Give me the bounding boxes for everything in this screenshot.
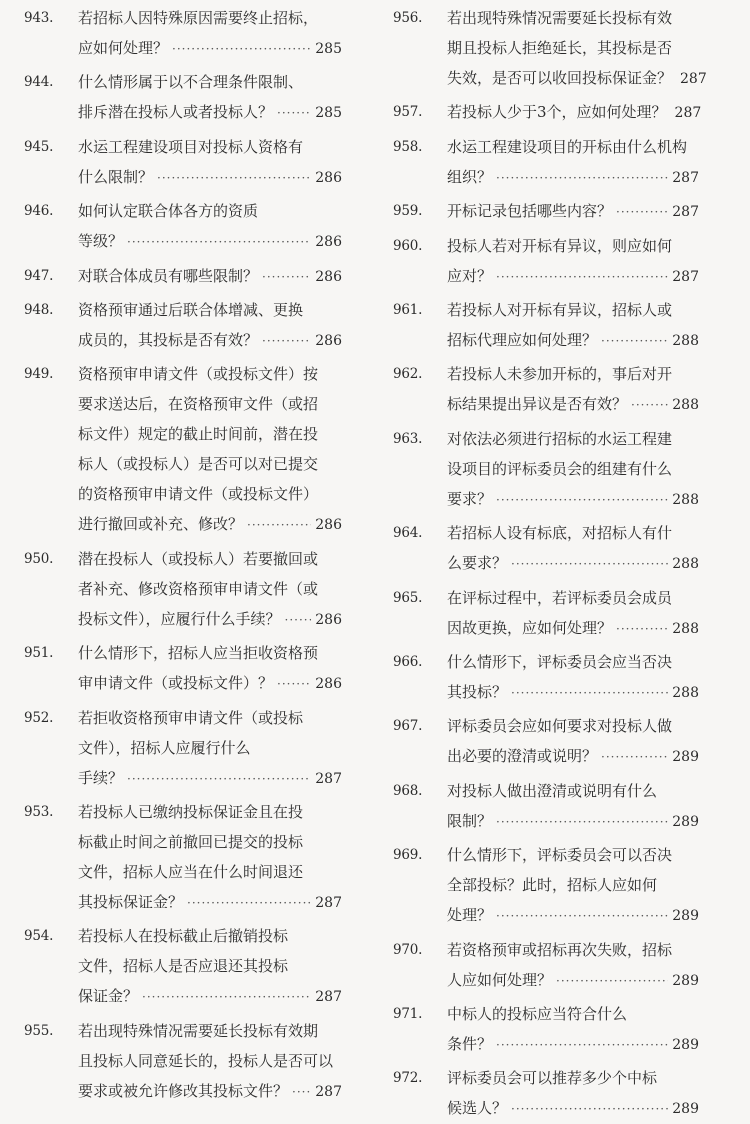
entry-text: 成员的，其投标是否有效？ xyxy=(78,331,259,349)
toc-entry xyxy=(24,261,342,291)
dot-leader xyxy=(496,262,668,292)
page-number: 286 xyxy=(315,517,342,534)
entry-text: 期且投标人拒绝延长，其投标是否 xyxy=(447,39,673,57)
dot-leader xyxy=(172,34,311,64)
entry-number: 957. xyxy=(393,104,423,121)
entry-number: 961. xyxy=(393,302,423,318)
entry-number: 970. xyxy=(393,941,423,958)
page-number: 288 xyxy=(672,491,699,508)
entry-text: 且投标人同意延长的，投标人是否可以 xyxy=(78,1051,334,1070)
entry-text: 在评标过程中，若评标委员会成员 xyxy=(447,588,673,607)
entry-line xyxy=(447,261,699,291)
entry-text: 处理？ xyxy=(447,906,493,925)
entry-text: 文件，招标人应当在什么时间退还 xyxy=(78,863,304,881)
page-number: 285 xyxy=(315,41,342,57)
entry-text: 么要求？ xyxy=(447,554,508,573)
entry-text: 投标文件），应履行什么手续？ xyxy=(78,609,281,628)
entry-number: 964. xyxy=(393,525,423,542)
toc-entry xyxy=(24,703,342,793)
entry-text: 什么情形属于以不合理条件限制、 xyxy=(78,73,304,92)
entry-text: 候选人？ xyxy=(447,1099,508,1118)
dot-leader xyxy=(496,807,668,837)
entry-number: 971. xyxy=(393,1006,423,1022)
entry-line xyxy=(78,574,342,604)
page-number: 286 xyxy=(315,676,342,693)
entry-text: 若拒收资格预审申请文件（或投标 xyxy=(78,708,304,727)
entry-number: 965. xyxy=(393,589,423,606)
entry-text: 保证金？ xyxy=(78,987,139,1006)
entry-line xyxy=(78,359,342,389)
entry-line xyxy=(78,325,342,355)
entry-line xyxy=(447,900,699,930)
toc-entry xyxy=(24,359,342,539)
entry-number: 962. xyxy=(393,366,423,383)
entry-line xyxy=(447,389,699,419)
entry-number: 953. xyxy=(24,804,54,820)
entry-text: 的资格预审申请文件（或投标文件） xyxy=(78,485,319,504)
entry-line xyxy=(447,484,699,514)
entry-text: 招标代理应如何处理？ xyxy=(447,331,598,349)
entry-line xyxy=(78,951,342,981)
entry-number: 947. xyxy=(24,267,54,284)
entry-text: 应如何处理？ xyxy=(78,39,169,57)
toc-entry xyxy=(393,711,699,771)
toc-entry xyxy=(393,999,699,1059)
entry-line xyxy=(78,797,342,827)
entry-text: 若投标人未参加开标的，事后对开 xyxy=(447,365,673,384)
entry-text: 要求？ xyxy=(447,489,493,508)
entry-number: 955. xyxy=(24,1022,54,1039)
entry-line xyxy=(78,638,342,668)
dot-leader xyxy=(601,742,668,772)
entry-text: 文件），招标人应履行什么 xyxy=(78,738,251,757)
entry-line xyxy=(78,981,342,1011)
entry-number: 952. xyxy=(24,709,54,726)
entry-line xyxy=(447,870,699,900)
entry-text: 什么情形下，招标人应当拒收资格预 xyxy=(78,644,319,663)
toc-entry xyxy=(393,647,699,707)
entry-text: 组织？ xyxy=(447,167,493,186)
entry-line xyxy=(447,325,699,355)
page-number: 289 xyxy=(672,813,699,830)
entry-text: 因故更换，应如何处理？ xyxy=(447,618,613,637)
entry-line xyxy=(447,1029,699,1059)
entry-text: 若招标人设有标底，对招标人有什 xyxy=(447,524,673,543)
dot-leader xyxy=(601,326,668,356)
toc-entry xyxy=(24,921,342,1011)
toc-entry xyxy=(393,518,699,578)
entry-text: 标结果提出异议是否有效？ xyxy=(447,395,628,414)
dot-leader xyxy=(262,262,311,292)
entry-line xyxy=(78,509,342,539)
entry-number: 960. xyxy=(393,237,423,254)
page-number: 286 xyxy=(315,333,342,349)
toc-entry xyxy=(393,583,699,643)
toc-entry xyxy=(24,132,342,192)
entry-line xyxy=(447,132,699,162)
entry-number: 967. xyxy=(393,718,423,735)
entry-line xyxy=(447,97,702,127)
entry-text: 其投标保证金？ xyxy=(78,893,184,911)
dot-leader xyxy=(496,1030,668,1060)
entry-line xyxy=(447,33,699,63)
entry-line xyxy=(78,196,342,226)
entry-text: 设项目的评标委员会的组建有什么 xyxy=(447,459,673,478)
entry-text: 若投标人对开标有异议，招标人或 xyxy=(447,301,673,319)
entry-text: 人应如何处理？ xyxy=(447,970,553,989)
entry-text: 评标委员会可以推荐多少个中标 xyxy=(447,1069,658,1088)
entry-text: 若出现特殊情况需要延长投标有效期 xyxy=(78,1021,319,1040)
entry-line xyxy=(78,668,342,698)
dot-leader xyxy=(142,982,311,1012)
page-number: 286 xyxy=(315,169,342,186)
entry-text: 开标记录包括哪些内容？ xyxy=(447,202,613,221)
page-number: 288 xyxy=(672,397,699,414)
entry-text: 手续？ xyxy=(78,768,124,787)
entry-number: 959. xyxy=(393,203,423,220)
dot-leader xyxy=(277,669,311,699)
dot-leader xyxy=(496,485,668,515)
entry-number: 966. xyxy=(393,654,423,670)
page-number: 288 xyxy=(672,556,699,573)
page-number: 287 xyxy=(672,268,699,285)
entry-line xyxy=(447,63,707,93)
dot-leader xyxy=(496,163,668,193)
entry-text: 条件？ xyxy=(447,1035,493,1053)
entry-text: 资格预审通过后联合体增减、更换 xyxy=(78,301,304,319)
entry-line xyxy=(447,231,699,261)
entry-line xyxy=(78,604,342,634)
page-number: 289 xyxy=(672,1101,699,1118)
dot-leader xyxy=(292,1077,311,1107)
entry-line xyxy=(78,827,342,857)
toc-entry xyxy=(393,840,699,930)
page-number: 289 xyxy=(672,972,699,989)
toc-entry xyxy=(393,231,699,291)
dot-leader xyxy=(157,163,311,193)
entry-text: 标截止时间之前撤回已提交的投标 xyxy=(78,833,304,851)
entry-line xyxy=(78,1076,342,1106)
entry-line xyxy=(78,921,342,951)
toc-entry xyxy=(393,776,699,836)
entry-text: 若资格预审或招标再次失败，招标 xyxy=(447,940,673,959)
entry-text: 应对？ xyxy=(447,266,493,285)
entry-text: 潜在投标人（或投标人）若要撤回或 xyxy=(78,549,319,568)
toc-entry xyxy=(393,935,699,995)
entry-number: 969. xyxy=(393,847,423,864)
toc-entry xyxy=(393,424,699,514)
entry-line xyxy=(447,518,699,548)
entry-number: 951. xyxy=(24,645,54,662)
entry-line xyxy=(78,132,342,162)
entry-text: 出必要的澄清或说明？ xyxy=(447,747,598,766)
entry-text: 对投标人做出澄清或说明有什么 xyxy=(447,781,658,800)
page-number: 286 xyxy=(315,234,342,251)
entry-text: 若投标人已缴纳投标保证金且在投 xyxy=(78,803,304,821)
entry-line xyxy=(78,261,342,291)
entry-number: 948. xyxy=(24,302,54,318)
page-number: 287 xyxy=(315,989,342,1006)
entry-line xyxy=(78,3,342,33)
toc-entry xyxy=(24,638,342,698)
page-number: 286 xyxy=(315,611,342,628)
entry-text: 标人（或投标人）是否可以对已提交 xyxy=(78,455,319,474)
entry-text: 水运工程建设项目对投标人资格有 xyxy=(78,137,304,156)
entry-text: 进行撤回或补充、修改？ xyxy=(78,515,244,534)
entry-line xyxy=(447,806,699,836)
entry-line xyxy=(447,613,699,643)
dot-leader xyxy=(511,1094,668,1124)
toc-entry xyxy=(393,132,699,192)
entry-line xyxy=(447,711,699,741)
page-number: 288 xyxy=(672,685,699,701)
page-number: 287 xyxy=(672,204,699,221)
entry-number: 943. xyxy=(24,10,54,26)
entry-line xyxy=(78,295,342,325)
entry-line xyxy=(447,359,699,389)
entry-text: 评标委员会应如何要求对投标人做 xyxy=(447,717,673,736)
entry-line xyxy=(447,647,699,677)
entry-line xyxy=(447,741,699,771)
entry-number: 945. xyxy=(24,138,54,155)
dot-leader xyxy=(187,888,311,918)
toc-entry xyxy=(24,295,342,355)
entry-number: 954. xyxy=(24,928,54,945)
entry-line xyxy=(78,33,342,63)
page-number: 285 xyxy=(315,105,342,122)
dot-leader xyxy=(511,678,668,708)
entry-line xyxy=(447,999,699,1029)
page-number: 287 xyxy=(680,71,707,87)
dot-leader xyxy=(631,390,668,420)
entry-line xyxy=(447,935,699,965)
entry-number: 963. xyxy=(393,430,423,447)
entry-number: 958. xyxy=(393,138,423,155)
toc-entry xyxy=(24,1016,342,1106)
entry-line xyxy=(447,295,699,325)
page-number: 287 xyxy=(672,169,699,186)
entry-line xyxy=(78,419,342,449)
entry-line xyxy=(78,162,342,192)
entry-text: 如何认定联合体各方的资质 xyxy=(78,202,259,221)
dot-leader xyxy=(285,605,312,635)
entry-text: 全部投标？此时，招标人应如何 xyxy=(447,876,658,895)
entry-number: 956. xyxy=(393,10,423,26)
entry-text: 文件，招标人是否应退还其投标 xyxy=(78,957,289,976)
entry-line xyxy=(78,1016,342,1046)
entry-number: 949. xyxy=(24,366,54,383)
toc-entry xyxy=(393,97,702,127)
toc-entry xyxy=(393,295,699,355)
entry-text: 中标人的投标应当符合什么 xyxy=(447,1005,628,1023)
dot-leader xyxy=(127,227,311,257)
entry-line xyxy=(78,97,342,127)
entry-text: 水运工程建设项目的开标由什么机构 xyxy=(447,137,688,156)
entry-number: 946. xyxy=(24,203,54,220)
dot-leader xyxy=(496,901,668,931)
entry-line xyxy=(78,226,342,256)
entry-text: 排斥潜在投标人或者投标人？ xyxy=(78,103,274,122)
entry-text: 等级？ xyxy=(78,232,124,251)
page-number: 287 xyxy=(674,105,702,122)
entry-line xyxy=(78,449,342,479)
dot-leader xyxy=(247,510,311,540)
entry-text: 若出现特殊情况需要延长投标有效 xyxy=(447,9,673,27)
entry-line xyxy=(78,479,342,509)
toc-entry xyxy=(393,196,699,226)
entry-text: 什么情形下，评标委员会应当否决 xyxy=(447,653,673,671)
toc-entry xyxy=(24,67,342,127)
entry-line xyxy=(447,840,699,870)
entry-line xyxy=(447,776,699,806)
entry-line xyxy=(447,196,699,226)
entry-text: 标文件）规定的截止时间前，潜在投 xyxy=(78,425,319,444)
entry-text: 什么情形下，评标委员会可以否决 xyxy=(447,846,673,865)
entry-line xyxy=(447,454,699,484)
dot-leader xyxy=(511,549,668,579)
dot-leader xyxy=(616,197,668,227)
entry-line xyxy=(78,67,342,97)
entry-line xyxy=(447,965,699,995)
entry-text: 若投标人少于3个，应如何处理？ xyxy=(447,103,667,122)
entry-line xyxy=(447,162,699,192)
toc-entry xyxy=(24,3,342,63)
toc-entry xyxy=(393,1063,699,1123)
entry-text: 其投标？ xyxy=(447,683,508,701)
dot-leader xyxy=(262,326,311,356)
entry-number: 950. xyxy=(24,550,54,567)
entry-line xyxy=(78,763,342,793)
entry-line xyxy=(447,1063,699,1093)
entry-text: 什么限制？ xyxy=(78,167,154,186)
entry-text: 对依法必须进行招标的水运工程建 xyxy=(447,429,673,448)
dot-leader xyxy=(616,614,668,644)
dot-leader xyxy=(127,764,311,794)
page-number: 287 xyxy=(315,1083,342,1100)
entry-line xyxy=(78,887,342,917)
entry-number: 944. xyxy=(24,74,54,91)
toc-entry xyxy=(24,196,342,256)
dot-leader xyxy=(277,98,311,128)
entry-line xyxy=(447,3,699,33)
entry-line xyxy=(447,424,699,454)
dot-leader xyxy=(556,966,668,996)
entry-text: 要求送达后，在资格预审文件（或招 xyxy=(78,395,319,414)
entry-text: 限制？ xyxy=(447,811,493,830)
entry-text: 投标人若对开标有异议，则应如何 xyxy=(447,236,673,255)
entry-text: 失效，是否可以收回投标保证金？ xyxy=(447,69,673,87)
page-number: 289 xyxy=(672,908,699,925)
page-number: 289 xyxy=(672,749,699,766)
entry-line xyxy=(447,1093,699,1123)
toc-entry xyxy=(24,797,342,917)
entry-line xyxy=(78,389,342,419)
entry-line xyxy=(78,703,342,733)
page-number: 289 xyxy=(672,1037,699,1053)
entry-line xyxy=(447,583,699,613)
toc-entry xyxy=(393,3,707,93)
entry-line xyxy=(447,548,699,578)
entry-text: 者补充、修改资格预审申请文件（或 xyxy=(78,579,319,598)
toc-entry xyxy=(24,544,342,634)
page-number: 286 xyxy=(315,268,342,285)
page-number: 288 xyxy=(672,333,699,349)
page-number: 287 xyxy=(315,770,342,787)
entry-line xyxy=(78,544,342,574)
page-number: 288 xyxy=(672,620,699,637)
page-number: 287 xyxy=(315,895,342,911)
entry-text: 审申请文件（或投标文件）？ xyxy=(78,674,274,693)
toc-entry xyxy=(393,359,699,419)
entry-text: 资格预审申请文件（或投标文件）按 xyxy=(78,365,319,384)
entry-text: 要求或被允许修改其投标文件？ xyxy=(78,1081,289,1100)
entry-number: 968. xyxy=(393,782,423,799)
entry-text: 若招标人因特殊原因需要终止招标， xyxy=(78,9,319,27)
entry-line xyxy=(78,733,342,763)
entry-text: 对联合体成员有哪些限制？ xyxy=(78,266,259,285)
entry-line xyxy=(78,857,342,887)
entry-line xyxy=(78,1046,342,1076)
entry-number: 972. xyxy=(393,1070,423,1087)
entry-text: 若投标人在投标截止后撤销投标 xyxy=(78,927,289,946)
entry-line xyxy=(447,677,699,707)
